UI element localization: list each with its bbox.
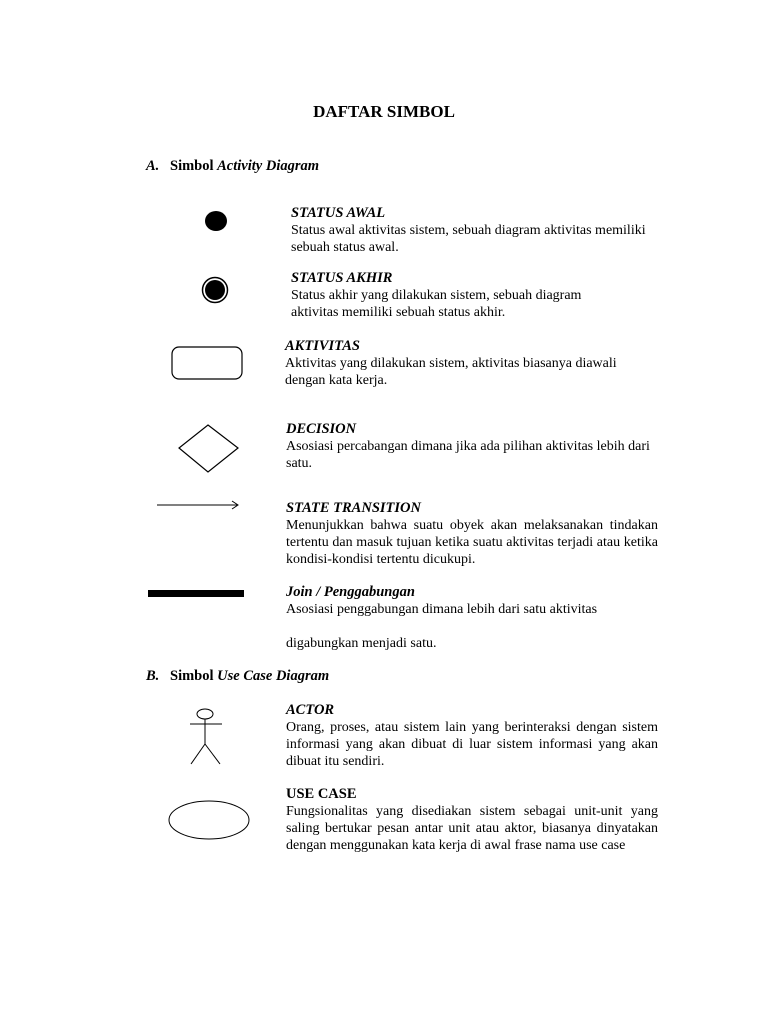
decision-desc: Asosiasi percabangan dimana jika ada pilihan aktivitas lebih dari satu. [286,439,650,471]
page-title: DAFTAR SIMBOL [313,102,455,121]
join-desc-line1: Asosiasi penggabungan dimana lebih dari satu aktivitas [286,602,598,617]
section-b-prefix: Simbol [170,668,214,684]
status-awal-name: STATUS AWAL [291,205,386,221]
decision-symbol [177,424,241,474]
actor-symbol [187,708,227,768]
actor-desc: Orang, proses, atau sistem lain yang berinteraksi dengan sistem informasi yang akan dibuat di luar sistem informasi yang akan dibuat itu sendiri. [286,720,658,769]
aktivitas-name: AKTIVITAS [285,338,360,354]
use-case-entry [286,786,658,854]
join-name: Join / Penggabungan [286,584,415,600]
use-case-name: USE CASE [286,786,357,802]
section-b-letter: B. [146,668,160,684]
state-transition-name: STATE TRANSITION [286,500,421,516]
join-entry [286,584,658,652]
use-case-ellipse-symbol [168,800,252,842]
actor-name: ACTOR [286,702,335,718]
state-transition-entry [286,500,658,568]
status-akhir-desc: Status akhir yang dilakukan sistem, sebuah diagram aktivitas memiliki sebuah status akhir. [291,288,582,320]
status-akhir-name: STATUS AKHIR [291,270,393,286]
section-a-letter: A. [146,158,160,174]
decision-entry [286,421,661,472]
status-awal-desc: Status awal aktivitas sistem, sebuah diagram aktivitas memiliki sebuah status awal. [291,223,646,255]
decision-name: DECISION [286,421,357,437]
aktivitas-entry [285,338,660,389]
section-b-heading [146,668,329,685]
initial-state-symbol [204,210,228,232]
section-a-heading [146,158,319,175]
section-a-name: Activity Diagram [217,158,320,174]
final-state-symbol [201,276,229,304]
actor-entry [286,702,658,770]
state-transition-desc: Menunjukkan bahwa suatu obyek akan melaksanakan tindakan tertentu dan masuk tujuan ketika suatu aktivitas terjadi atau ketika kondisi-kondisi tertentu dicukupi. [286,518,658,567]
aktivitas-desc: Aktivitas yang dilakukan sistem, aktivitas biasanya diawali dengan kata kerja. [285,356,617,388]
activity-symbol [171,346,245,382]
use-case-desc: Fungsionalitas yang disediakan sistem sebagai unit-unit yang saling bertukar pesan antar unit atau aktor, biasanya dinyatakan dengan menggunakan kata kerja di awal frase nama use case [286,804,658,853]
join-desc-line2: digabungkan menjadi satu. [286,636,437,651]
status-akhir-entry [291,270,631,321]
section-a-prefix: Simbol [170,158,214,174]
status-awal-entry [291,205,651,256]
transition-arrow-symbol [155,498,241,512]
section-b-name: Use Case Diagram [217,668,330,684]
join-bar-symbol [148,590,245,598]
